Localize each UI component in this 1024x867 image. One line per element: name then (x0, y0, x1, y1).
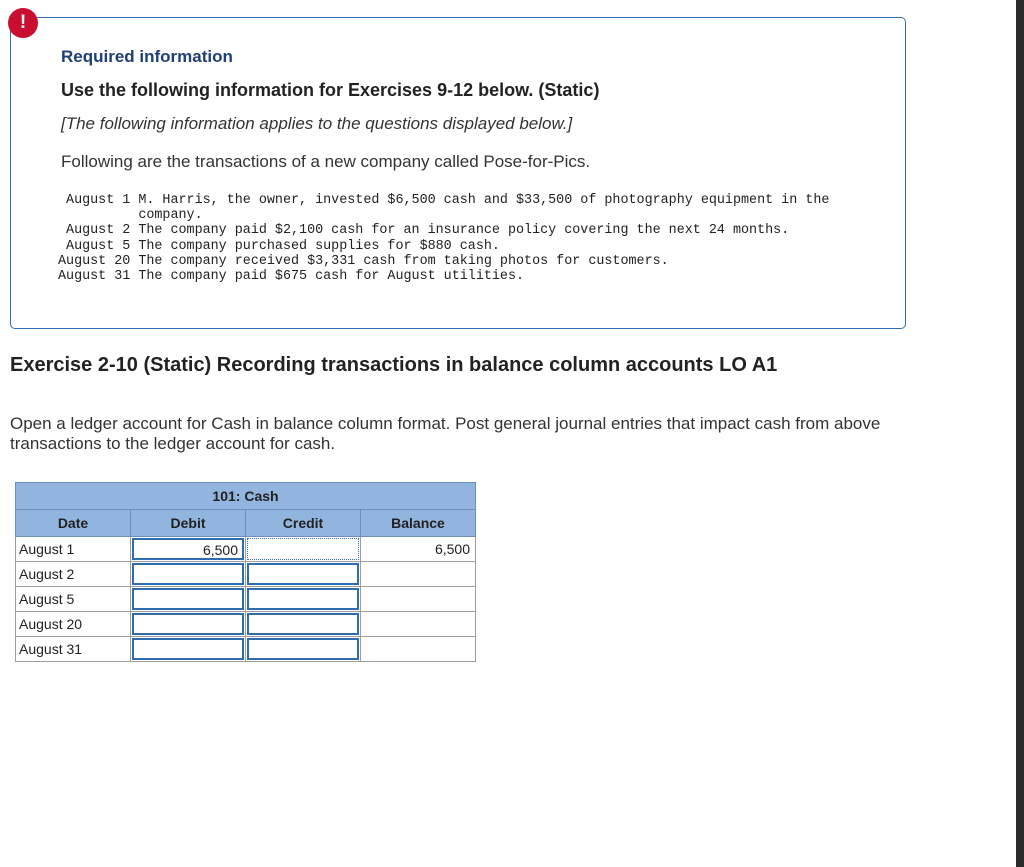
transaction-row (58, 239, 848, 254)
credit-input[interactable] (246, 562, 361, 587)
date-value: August 5 (19, 591, 75, 607)
transaction-row (58, 223, 848, 238)
credit-input[interactable] (246, 537, 361, 562)
ledger-row (16, 562, 476, 587)
date-value: August 1 (19, 541, 75, 557)
ledger-account-title: 101: Cash (16, 483, 476, 510)
transaction-row (58, 254, 848, 269)
date-dropdown[interactable] (16, 637, 131, 662)
required-info-title: Required information (61, 47, 233, 66)
credit-value (247, 538, 359, 560)
ledger-header-row (16, 510, 476, 537)
debit-value: 6,500 (132, 538, 244, 560)
credit-value (247, 563, 359, 585)
cash-ledger-table (15, 482, 476, 662)
date-value: August 20 (19, 616, 83, 632)
debit-value (132, 613, 244, 635)
header-debit: Debit (131, 510, 246, 537)
alert-icon: ! (8, 8, 38, 38)
debit-input[interactable] (131, 537, 246, 562)
date-value: August 2 (19, 566, 75, 582)
balance-value (361, 612, 476, 637)
debit-value (132, 563, 244, 585)
debit-input[interactable] (131, 612, 246, 637)
date-dropdown[interactable] (16, 612, 131, 637)
header-credit: Credit (246, 510, 361, 537)
exercise-instructions: Open a ledger account for Cash in balance column format. Post general journal entries that impact cash from above transactions to the ledger account for cash. (10, 414, 881, 453)
ledger-row (16, 637, 476, 662)
ledger-row (16, 537, 476, 562)
balance-value: 6,500 (361, 537, 476, 562)
window-edge-strip (1016, 0, 1024, 867)
transaction-text: The company paid $675 cash for August utilities. (138, 269, 525, 285)
transaction-date: August 1 (66, 193, 131, 208)
header-date: Date (16, 510, 131, 537)
balance-value (361, 587, 476, 612)
transaction-date: August 5 (66, 238, 131, 254)
header-balance: Balance (361, 510, 476, 537)
debit-input[interactable] (131, 587, 246, 612)
transaction-text: The company paid $2,100 cash for an insurance policy covering the next 24 months. (138, 223, 790, 239)
credit-input[interactable] (246, 587, 361, 612)
ledger-row (16, 587, 476, 612)
credit-input[interactable] (246, 637, 361, 662)
transaction-row (58, 193, 848, 223)
intro-text: Following are the transactions of a new company called Pose-for-Pics. (61, 152, 591, 171)
debit-value (132, 638, 244, 660)
transaction-date: August 2 (66, 223, 131, 239)
credit-value (247, 638, 359, 660)
transaction-row (58, 269, 848, 284)
exercise-title: Exercise 2-10 (Static) Recording transactions in balance column accounts LO A1 (10, 354, 778, 376)
transaction-date: August 20 (58, 253, 131, 269)
transaction-text: The company purchased supplies for $880 cash. (138, 238, 500, 254)
ledger-account-row (16, 483, 476, 510)
use-info-heading: Use the following information for Exercises 9-12 below. (Static) (61, 80, 600, 100)
transaction-text: The company received $3,331 cash from taking photos for customers. (138, 253, 669, 269)
credit-value (247, 613, 359, 635)
applies-note: [The following information applies to the questions displayed below.] (61, 114, 573, 133)
balance-value (361, 562, 476, 587)
balance-value (361, 637, 476, 662)
transactions-list (58, 193, 848, 284)
date-dropdown[interactable] (16, 562, 131, 587)
date-dropdown[interactable] (16, 537, 131, 562)
transaction-date: August 31 (58, 269, 131, 285)
transaction-text: M. Harris, the owner, invested $6,500 cash and $33,500 of photography equipment in the company. (138, 193, 830, 224)
date-dropdown[interactable] (16, 587, 131, 612)
credit-value (247, 588, 359, 610)
debit-input[interactable] (131, 637, 246, 662)
ledger-row (16, 612, 476, 637)
date-value: August 31 (19, 641, 83, 657)
debit-value (132, 588, 244, 610)
credit-input[interactable] (246, 612, 361, 637)
debit-input[interactable] (131, 562, 246, 587)
